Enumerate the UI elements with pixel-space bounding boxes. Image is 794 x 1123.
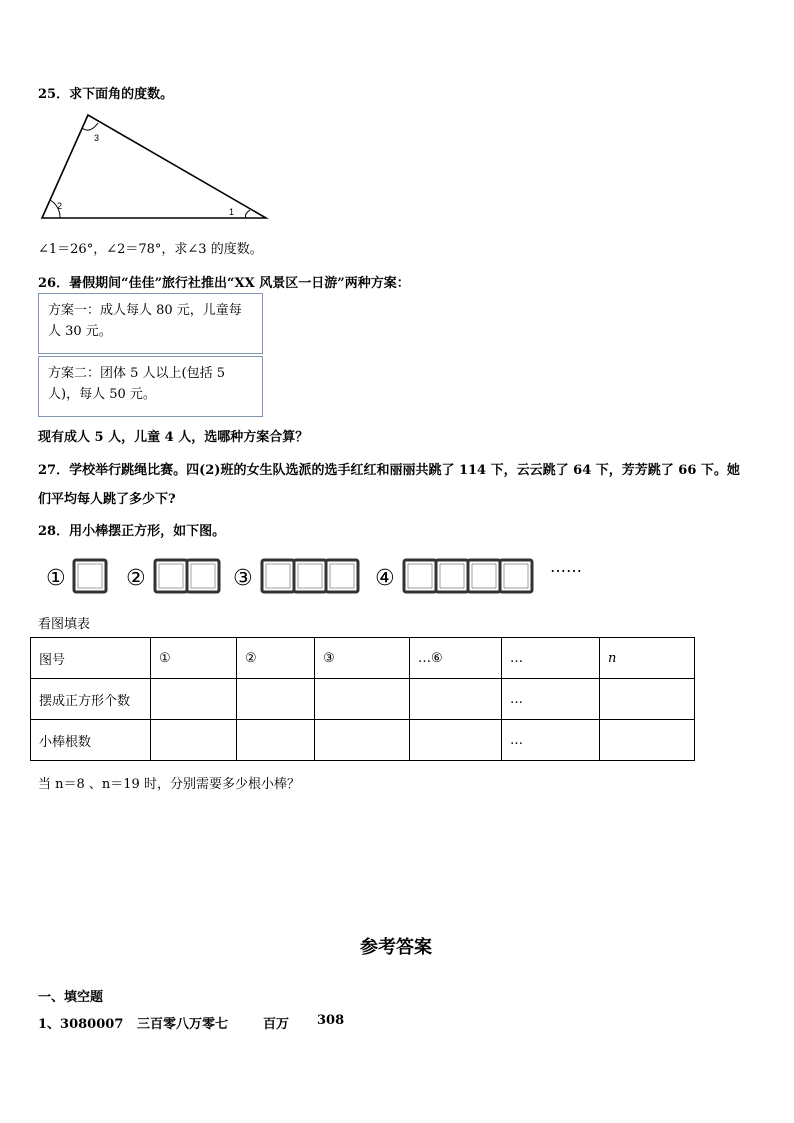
- table-cell: …: [502, 679, 600, 720]
- table-blank-cell[interactable]: [410, 679, 502, 720]
- stick-figure: [74, 560, 106, 592]
- stick-square: [326, 560, 358, 592]
- table-blank-cell[interactable]: [151, 720, 237, 761]
- stick-inner-edge: [440, 564, 464, 588]
- table-header-cell: ③: [315, 638, 410, 679]
- angle-3-label: 3: [94, 133, 100, 143]
- table-blank-cell[interactable]: [151, 679, 237, 720]
- figure-label: ②: [126, 566, 146, 591]
- plan2-box: [38, 356, 263, 417]
- table-header-cell: …: [502, 638, 600, 679]
- stick-square: [500, 560, 532, 592]
- stick-square: [468, 560, 500, 592]
- stick-square: [436, 560, 468, 592]
- table-blank-cell[interactable]: [410, 720, 502, 761]
- stick-figure: [155, 560, 219, 592]
- table-row-label: 摆成正方形个数: [31, 679, 151, 720]
- figure-label: ③: [233, 566, 253, 591]
- stick-square: [187, 560, 219, 592]
- angle-2-label: 2: [57, 201, 63, 211]
- q25-condition: ∠1＝26°，∠2＝78°，求∠3 的度数。: [38, 242, 263, 257]
- plan1-text: 方案一：成人每人 80 元，儿童每人 30 元。: [48, 303, 242, 339]
- stick-inner-edge: [159, 564, 183, 588]
- stick-inner-edge: [330, 564, 354, 588]
- answer1-place: 百万: [263, 1017, 290, 1032]
- q26-question: 现有成人 5 人，儿童 4 人，选哪种方案合算？: [38, 430, 309, 445]
- stick-inner-edge: [78, 564, 102, 588]
- q25-title: 25．求下面角的度数。: [38, 87, 174, 102]
- answer1-number: 1、3080007: [38, 1017, 124, 1032]
- table-row: [31, 638, 695, 679]
- figure-label: ①: [46, 566, 66, 591]
- q27-line1: 27．学校举行跳绳比赛。四(2)班的女生队选派的选手红红和丽丽共跳了 114 下，云云跳了 64 下，芳芳跳了 66 下。她: [38, 463, 740, 478]
- table-header-cell: ①: [151, 638, 237, 679]
- table-header-cell: 图号: [31, 638, 151, 679]
- section1-heading: 一、填空题: [38, 990, 104, 1005]
- table-blank-cell[interactable]: [315, 720, 410, 761]
- table-blank-cell[interactable]: [315, 679, 410, 720]
- table-blank-cell[interactable]: [600, 720, 695, 761]
- table-row: [31, 679, 695, 720]
- stick-square: [294, 560, 326, 592]
- stick-square: [155, 560, 187, 592]
- table-header-cell: …⑥: [410, 638, 502, 679]
- triangle-shape: [42, 115, 266, 218]
- figure-label: ④: [375, 566, 395, 591]
- sticks-figure: [40, 550, 610, 600]
- stick-figure: [404, 560, 532, 592]
- table-blank-cell[interactable]: [237, 679, 315, 720]
- stick-figure: [262, 560, 358, 592]
- triangle-figure: [36, 110, 276, 225]
- stick-square: [404, 560, 436, 592]
- angle-1-arc: [246, 210, 251, 218]
- q27-line2: 们平均每人跳了多少下?: [38, 492, 176, 507]
- stick-inner-edge: [408, 564, 432, 588]
- plan1-box: [38, 293, 263, 354]
- answer1-words: 三百零八万零七: [137, 1017, 229, 1032]
- angle-1-label: 1: [229, 207, 235, 217]
- q28-question: 当 n＝8 、n＝19 时，分别需要多少根小棒？: [38, 777, 300, 792]
- q28-title: 28．用小棒摆正方形，如下图。: [38, 524, 226, 539]
- stick-inner-edge: [504, 564, 528, 588]
- table-row-label: 小棒根数: [31, 720, 151, 761]
- stick-inner-edge: [472, 564, 496, 588]
- table-cell: …: [502, 720, 600, 761]
- stick-square: [262, 560, 294, 592]
- plan2-text: 方案二：团体 5 人以上(包括 5 人)，每人 50 元。: [48, 366, 226, 402]
- table-header-cell: n: [600, 638, 695, 679]
- stick-inner-edge: [191, 564, 215, 588]
- stick-inner-edge: [298, 564, 322, 588]
- fill-table: [30, 637, 695, 761]
- table-blank-cell[interactable]: [600, 679, 695, 720]
- ellipsis: ……: [550, 557, 582, 576]
- stick-inner-edge: [266, 564, 290, 588]
- table-blank-cell[interactable]: [237, 720, 315, 761]
- answers-heading: 参考答案: [360, 937, 432, 958]
- answer1-value: 308: [317, 1013, 345, 1028]
- table-caption: 看图填表: [38, 617, 91, 632]
- stick-square: [74, 560, 106, 592]
- q26-title: 26．暑假期间“佳佳”旅行社推出“XX 风景区一日游”两种方案：: [38, 276, 410, 291]
- table-header-cell: ②: [237, 638, 315, 679]
- table-row: [31, 720, 695, 761]
